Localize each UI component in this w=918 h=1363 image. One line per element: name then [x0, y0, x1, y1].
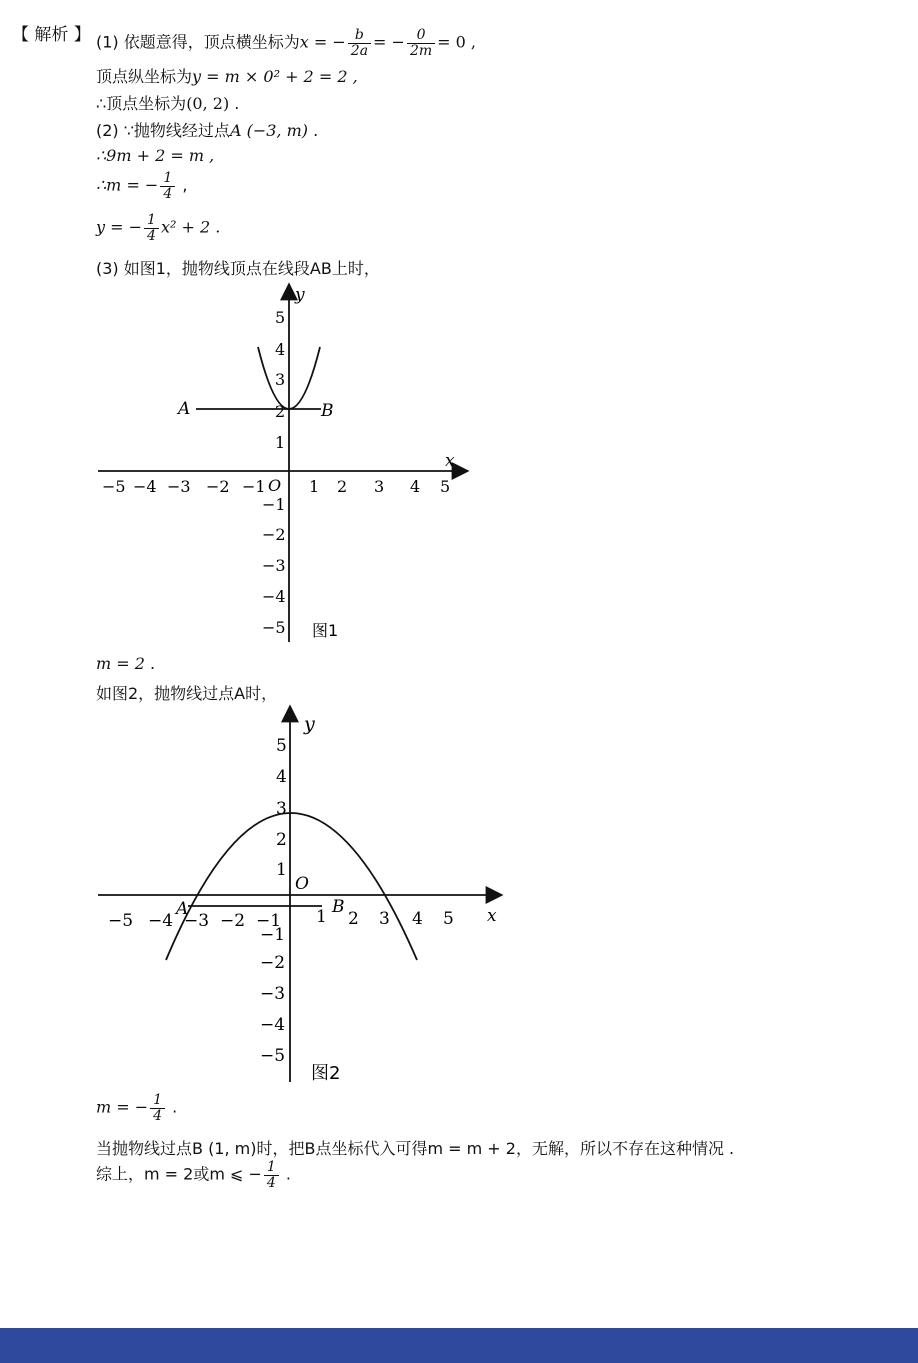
fig1-y-label: y — [295, 285, 305, 305]
svg-text:4: 4 — [276, 767, 287, 787]
svg-text:−5: −5 — [262, 618, 286, 637]
svg-text:2: 2 — [337, 477, 348, 496]
svg-text:−5: −5 — [108, 911, 134, 931]
analysis-tag: 【 解析 】 — [12, 25, 91, 45]
svg-text:−4: −4 — [148, 911, 174, 931]
fraction-quarter: $\frac{1}{4}$ — [160, 171, 175, 201]
svg-text:−5: −5 — [260, 1046, 286, 1066]
fig2-y-ticks — [260, 736, 287, 1066]
step-1-text: (1) 依题意得，顶点横坐标为 — [96, 32, 300, 52]
point-a-coord: A (−3, m) — [229, 121, 308, 140]
fig2-point-b: B — [332, 897, 345, 917]
fig2-caption: 图2 — [311, 1063, 341, 1084]
svg-text:4: 4 — [410, 477, 421, 496]
step-1-vertex-coord: ∴顶点坐标为(0, 2) . — [96, 94, 240, 113]
step-2-m-value: ∴m = − $\frac{1}{4}$ , — [96, 170, 188, 202]
fig2-point-a: A — [176, 899, 189, 919]
conclusion: 综上，m = 2或m ⩽ − $\frac{1}{4}$ . — [96, 1159, 292, 1191]
svg-text:1: 1 — [309, 477, 320, 496]
svg-text:3: 3 — [275, 370, 286, 389]
step-4-text: (2) ∵抛物线经过点 — [96, 121, 230, 140]
fig2-result: m = − $\frac{1}{4}$ . — [96, 1092, 178, 1124]
fig1-y-ticks — [262, 308, 286, 637]
step-3-text: ∴顶点坐标为 — [96, 94, 187, 113]
fig1-result: m = 2 . — [96, 654, 156, 673]
step-2-parabola — [96, 213, 220, 243]
svg-text:−1: −1 — [262, 495, 286, 514]
svg-text:2: 2 — [275, 402, 286, 421]
step-2-text: 顶点纵坐标为 — [96, 67, 193, 86]
vertex-coord: (0, 2) — [186, 94, 230, 113]
eq-minus: = − — [373, 32, 405, 52]
fig1-x-label: x — [445, 451, 455, 471]
svg-text:−3: −3 — [167, 477, 191, 496]
m-eq-2: m = − — [96, 1097, 149, 1117]
svg-text:−2: −2 — [220, 911, 246, 931]
svg-text:−2: −2 — [206, 477, 230, 496]
x-eq: x = − — [299, 32, 346, 52]
svg-text:3: 3 — [374, 477, 385, 496]
fig1-caption: 图1 — [312, 621, 339, 640]
svg-text:5: 5 — [443, 909, 454, 929]
fig1-point-a: A — [178, 399, 191, 419]
fig2-parabola — [166, 813, 417, 960]
svg-text:5: 5 — [440, 477, 451, 496]
svg-text:5: 5 — [276, 736, 287, 756]
fig2-intro: 如图2，抛物线过点A时， — [96, 684, 278, 703]
fraction-quarter-2: $\frac{1}{4}$ — [144, 213, 159, 243]
svg-text:−3: −3 — [184, 911, 210, 931]
svg-text:−1: −1 — [260, 925, 286, 945]
svg-text:4: 4 — [275, 340, 286, 359]
step-1-vertex-x — [96, 28, 476, 58]
fraction-b-2a: $\frac{b}{2a}$ — [348, 28, 371, 58]
svg-text:−3: −3 — [262, 556, 286, 575]
svg-text:3: 3 — [379, 909, 390, 929]
fig1-origin-label: O — [268, 476, 282, 495]
fig2-x-label: x — [487, 906, 497, 926]
svg-text:2: 2 — [276, 830, 287, 850]
conclusion-text: 综上，m = 2或m ⩽ − — [96, 1164, 262, 1184]
step-3-intro: (3) 如图1，抛物线顶点在线段AB上时， — [96, 259, 380, 278]
svg-text:−2: −2 — [262, 525, 286, 544]
b-case-text: 当抛物线过点B (1, m)时，把B点坐标代入可得m = m + 2，无解，所以不存在这种情况 . — [96, 1139, 735, 1158]
svg-text:4: 4 — [412, 909, 423, 929]
figure-1 — [90, 280, 480, 650]
svg-text:−1: −1 — [256, 911, 282, 931]
step-1-vertex-y — [96, 64, 358, 87]
footer-bar — [0, 1328, 918, 1363]
figure-2 — [90, 702, 510, 1088]
svg-text:2: 2 — [348, 909, 359, 929]
y-eq: y = m × 0² + 2 = 2 , — [192, 67, 358, 86]
fig2-y-label: y — [304, 713, 315, 735]
svg-text:3: 3 — [276, 799, 287, 819]
fraction-quarter-3: $\frac{1}{4}$ — [150, 1093, 165, 1123]
svg-text:−2: −2 — [260, 953, 286, 973]
svg-text:−5: −5 — [102, 477, 126, 496]
fraction-0-2m: $\frac{0}{2m}$ — [407, 28, 435, 58]
svg-text:−4: −4 — [133, 477, 157, 496]
svg-text:−4: −4 — [262, 587, 286, 606]
svg-text:−1: −1 — [242, 477, 266, 496]
svg-text:1: 1 — [276, 860, 287, 880]
svg-text:1: 1 — [275, 433, 286, 452]
svg-text:−4: −4 — [260, 1015, 286, 1035]
step-2-passes-a: (2) ∵抛物线经过点A (−3, m) . — [96, 121, 319, 140]
y-eq-suffix: x² + 2 . — [160, 217, 221, 237]
svg-text:−3: −3 — [260, 984, 286, 1004]
step-2-equation: ∴9m + 2 = m , — [96, 146, 215, 165]
eq-zero: = 0 , — [437, 32, 476, 52]
fraction-quarter-4: $\frac{1}{4}$ — [264, 1160, 279, 1190]
svg-text:1: 1 — [316, 907, 327, 927]
fig2-origin-label: O — [295, 874, 309, 894]
svg-text:5: 5 — [275, 308, 286, 327]
m-eq: ∴m = − — [96, 175, 159, 195]
y-eq-prefix: y = − — [96, 217, 143, 237]
fig1-point-b: B — [321, 401, 334, 421]
